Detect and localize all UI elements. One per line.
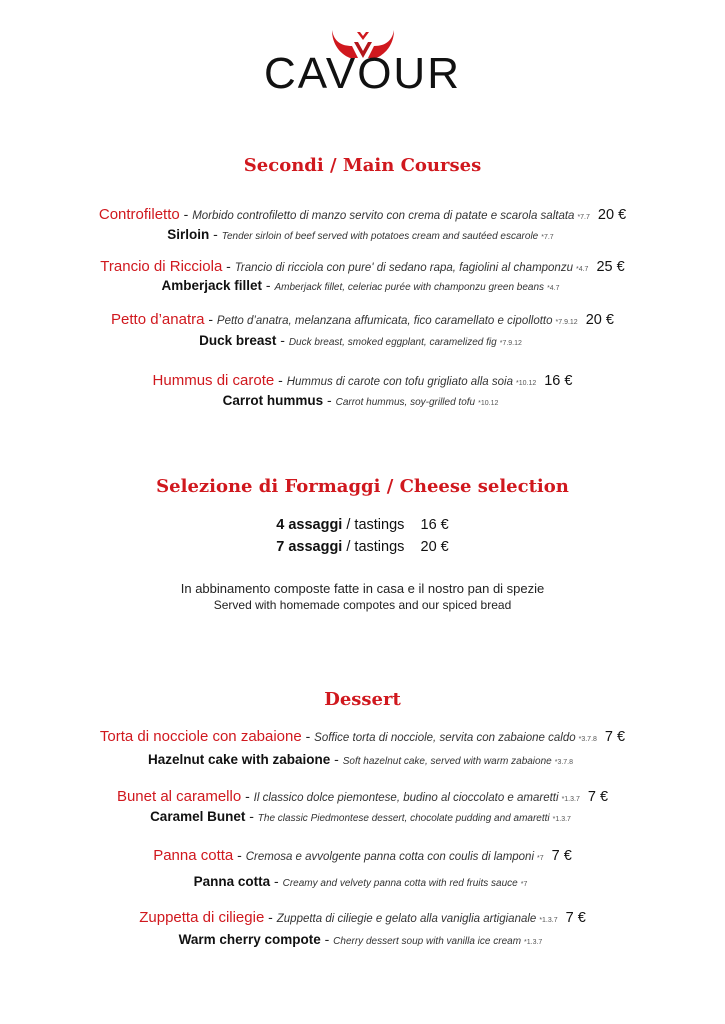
cheese-note-it: In abbinamento composte fatte in casa e il nostro pan di spezie	[180, 581, 545, 596]
cheese-option	[0, 517, 725, 533]
price: 20 €	[585, 312, 614, 328]
item-name: Controfiletto	[98, 206, 180, 223]
allergens: *7.7	[541, 234, 554, 241]
menu-item-it: Trancio di Ricciola - Trancio di ricciola con pure' di sedano rapa, fagiolini al champonzu *4.7 25 €	[100, 258, 625, 275]
tasting-unit: / tastings	[346, 539, 405, 555]
allergens: *1.3.7	[552, 816, 571, 823]
price: 25 €	[596, 259, 625, 275]
menu-item-it: Controfiletto - Morbido controfiletto di manzo servito con crema di patate e scarola saltata *7.7 20 €	[98, 206, 627, 223]
cheese-option	[0, 539, 725, 555]
item-name: Petto d’anatra	[111, 311, 205, 328]
price: 7 €	[565, 910, 586, 926]
item-name: Sirloin	[167, 227, 210, 242]
item-name: Carrot hummus	[222, 393, 324, 408]
allergens: *4.7	[547, 285, 560, 292]
item-description: Duck breast, smoked eggplant, caramelized fig	[288, 337, 497, 348]
item-description: Zuppetta di ciliegie e gelato alla vaniglia artigianale	[276, 913, 537, 925]
item-description: Creamy and velvety panna cotta with red fruits sauce	[282, 878, 518, 889]
item-name: Zuppetta di ciliegie	[139, 909, 265, 926]
item-description: Soffice torta di nocciole, servita con zabaione caldo	[314, 732, 576, 744]
item-description: Tender sirloin of beef served with potatoes cream and sautéed escarole	[221, 231, 539, 242]
price: 7 €	[587, 789, 609, 805]
menu-item-it: Petto d’anatra - Petto d’anatra, melanzana affumicata, fico caramellato e cipollotto *7.9.12 20 €	[111, 311, 614, 328]
price: 16 €	[544, 373, 573, 389]
allergens: *7	[537, 855, 544, 862]
tasting-count: 4 assaggi	[276, 517, 343, 533]
item-name: Bunet al caramello	[116, 788, 242, 805]
menu-item-en: Panna cotta - Creamy and velvety panna cotta with red fruits sauce *7	[193, 873, 528, 889]
logo	[0, 28, 725, 96]
allergens: *4.7	[575, 266, 589, 273]
section-title-cheese: Selezione di Formaggi / Cheese selection	[156, 476, 569, 497]
allergens: *10.12	[515, 380, 537, 387]
item-description: Trancio di ricciola con pure' di sedano rapa, fagiolini al champonzu	[234, 262, 573, 274]
item-description: Soft hazelnut cake, served with warm zabaione	[342, 756, 552, 767]
menu-item-it: Hummus di carote - Hummus di carote con tofu grigliato alla soia *10.12 16 €	[152, 372, 573, 389]
tasting-unit: / tastings	[346, 517, 405, 533]
menu-item-it: Torta di nocciole con zabaione - Soffice torta di nocciole, servita con zabaione caldo *3.7.8 7 €	[99, 728, 626, 745]
menu-item-en: Caramel Bunet - The classic Piedmontese dessert, chocolate pudding and amaretti *1.3.7	[150, 808, 571, 824]
menu-item-it: Zuppetta di ciliegie - Zuppetta di ciliegie e gelato alla vaniglia artigianale *1.3.7 7 €	[139, 909, 586, 926]
menu-item-en: Duck breast - Duck breast, smoked eggplant, caramelized fig *7.9.12	[199, 332, 522, 348]
tasting-count: 7 assaggi	[276, 539, 343, 555]
allergens: *3.7.8	[578, 736, 597, 743]
price: 20 €	[420, 539, 449, 555]
allergens: *1.3.7	[524, 939, 543, 946]
logo-text: CAVOUR	[264, 49, 461, 98]
item-description: The classic Piedmontese dessert, chocolate pudding and amaretti	[257, 813, 550, 824]
menu-item-it: Panna cotta - Cremosa e avvolgente panna cotta con coulis di lamponi *7 7 €	[153, 847, 572, 864]
item-description: Il classico dolce piemontese, budino al cioccolato e amaretti	[253, 792, 559, 804]
menu-item-en: Amberjack fillet - Amberjack fillet, celeriac purée with champonzu green beans *4.7	[161, 277, 560, 293]
item-name: Panna cotta	[193, 874, 271, 889]
item-name: Warm cherry compote	[178, 932, 321, 947]
item-name: Hummus di carote	[152, 372, 275, 389]
allergens: *1.3.7	[539, 917, 558, 924]
item-name: Duck breast	[199, 333, 277, 348]
item-description: Hummus di carote con tofu grigliato alla soia	[286, 376, 513, 388]
item-description: Morbido controfiletto di manzo servito con crema di patate e scarola saltata	[192, 210, 575, 222]
allergens: *7	[520, 881, 528, 888]
allergens: *1.3.7	[561, 796, 580, 803]
item-name: Panna cotta	[153, 847, 234, 864]
price: 7 €	[551, 848, 572, 864]
item-name: Caramel Bunet	[150, 809, 246, 824]
item-description: Petto d’anatra, melanzana affumicata, fico caramellato e cipollotto	[216, 315, 553, 327]
section-title-dessert: Dessert	[324, 689, 401, 710]
price: 16 €	[420, 517, 449, 533]
menu-item-en: Carrot hummus - Carrot hummus, soy-grilled tofu *10.12	[222, 392, 499, 408]
section-title-mains: Secondi / Main Courses	[243, 155, 482, 176]
allergens: *10.12	[478, 400, 499, 407]
item-name: Trancio di Ricciola	[100, 258, 223, 275]
menu-item-it: Bunet al caramello - Il classico dolce piemontese, budino al cioccolato e amaretti *1.3.7 7 €	[116, 788, 609, 805]
allergens: *3.7.8	[554, 759, 574, 766]
item-name: Hazelnut cake with zabaione	[147, 752, 331, 767]
menu-item-en: Warm cherry compote - Cherry dessert soup with vanilla ice cream *1.3.7	[178, 931, 543, 947]
item-description: Amberjack fillet, celeriac purée with champonzu green beans	[274, 282, 545, 293]
price: 20 €	[597, 207, 627, 223]
cheese-note-en: Served with homemade compotes and our spiced bread	[213, 598, 512, 612]
item-description: Cherry dessert soup with vanilla ice cream	[333, 936, 522, 947]
allergens: *7.9.12	[555, 319, 578, 326]
item-name: Torta di nocciole con zabaione	[99, 728, 302, 745]
allergens: *7.9.12	[499, 340, 522, 347]
item-description: Cremosa e avvolgente panna cotta con coulis di lamponi	[245, 851, 535, 863]
menu-item-en: Sirloin - Tender sirloin of beef served with potatoes cream and sautéed escarole *7.7	[167, 226, 554, 242]
item-name: Amberjack fillet	[161, 278, 263, 293]
allergens: *7.7	[577, 214, 590, 221]
menu-item-en: Hazelnut cake with zabaione - Soft hazelnut cake, served with warm zabaione *3.7.8	[147, 751, 574, 767]
item-description: Carrot hummus, soy-grilled tofu	[335, 397, 476, 408]
price: 7 €	[604, 729, 626, 745]
